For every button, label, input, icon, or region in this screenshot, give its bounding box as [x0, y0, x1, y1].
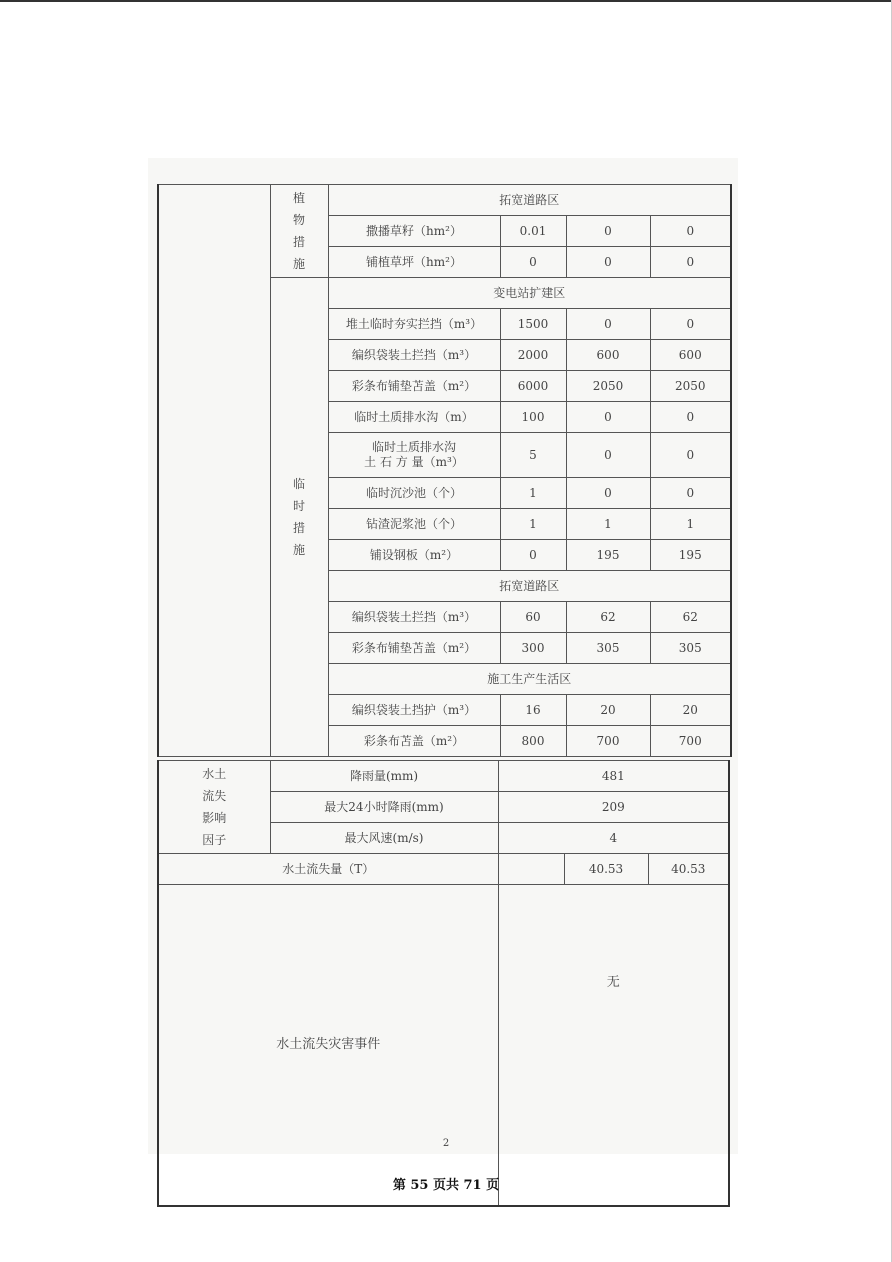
value-cell: 0	[650, 309, 731, 340]
item-label: 撒播草籽（hm²）	[328, 216, 500, 247]
item-label: 铺设钢板（m²）	[328, 540, 500, 571]
item-label: 堆土临时夯实拦挡（m³）	[328, 309, 500, 340]
page-number: 2	[442, 1138, 450, 1149]
value-cell: 0	[650, 216, 731, 247]
value-cell: 305	[650, 633, 731, 664]
value-cell: 2050	[566, 371, 650, 402]
monitoring-table	[157, 184, 732, 757]
value-cell: 6000	[500, 371, 566, 402]
temp-group-label: 临时措施	[270, 278, 328, 757]
value-cell: 0	[500, 247, 566, 278]
value-cell: 0	[566, 247, 650, 278]
top-border-line	[0, 0, 892, 2]
temp-section-title: 拓宽道路区	[328, 571, 731, 602]
item-label: 临时土质排水沟（m）	[328, 402, 500, 433]
item-label: 彩条布铺垫苫盖（m²）	[328, 633, 500, 664]
item-label: 彩条布铺垫苫盖（m²）	[328, 371, 500, 402]
value-cell: 0	[566, 433, 650, 478]
value-cell	[498, 854, 564, 885]
page-footer: 第 55 页共 71 页	[392, 1178, 500, 1193]
value-cell: 100	[500, 402, 566, 433]
value-cell: 1	[500, 509, 566, 540]
value-cell: 481	[498, 761, 729, 792]
disaster-label: 水土流失灾害事件	[158, 885, 498, 1207]
value-cell: 20	[566, 695, 650, 726]
value-cell: 20	[650, 695, 731, 726]
value-cell: 1	[650, 509, 731, 540]
item-label: 编织袋装土挡护（m³）	[328, 695, 500, 726]
value-cell: 300	[500, 633, 566, 664]
value-cell: 0	[650, 478, 731, 509]
table-row	[158, 761, 729, 792]
item-label: 彩条布苫盖（m²）	[328, 726, 500, 757]
value-cell: 195	[566, 540, 650, 571]
veg-section-title: 拓宽道路区	[328, 185, 731, 216]
value-cell: 600	[566, 340, 650, 371]
factors-label: 水土流失影响因子	[158, 761, 270, 854]
value-cell: 1500	[500, 309, 566, 340]
value-cell: 1	[500, 478, 566, 509]
item-label: 降雨量(mm)	[270, 761, 498, 792]
value-cell: 800	[500, 726, 566, 757]
value-cell: 0	[650, 433, 731, 478]
item-label: 钻渣泥浆池（个）	[328, 509, 500, 540]
loss-label: 水土流失量（T）	[158, 854, 498, 885]
value-cell: 700	[650, 726, 731, 757]
blank-category-cell	[158, 185, 270, 757]
item-label: 临时沉沙池（个）	[328, 478, 500, 509]
value-cell: 0	[566, 216, 650, 247]
value-cell: 4	[498, 823, 729, 854]
item-label-line: 土 石 方 量（m³）	[364, 455, 464, 469]
value-cell: 0.01	[500, 216, 566, 247]
item-label-line: 临时土质排水沟	[371, 440, 456, 454]
value-cell: 600	[650, 340, 731, 371]
value-cell: 2050	[650, 371, 731, 402]
value-cell: 16	[500, 695, 566, 726]
item-label: 编织袋装土拦挡（m³）	[328, 340, 500, 371]
value-cell: 40.53	[564, 854, 648, 885]
table-row	[158, 885, 729, 1207]
value-cell: 209	[498, 792, 729, 823]
value-cell: 0	[650, 402, 731, 433]
disaster-value: 无	[498, 885, 729, 1207]
item-label	[328, 433, 500, 478]
value-cell: 1	[566, 509, 650, 540]
value-cell: 0	[566, 478, 650, 509]
value-cell: 195	[650, 540, 731, 571]
value-cell: 62	[650, 602, 731, 633]
value-cell: 0	[500, 540, 566, 571]
veg-section-row	[158, 185, 731, 216]
value-cell: 0	[566, 309, 650, 340]
item-label: 最大风速(m/s)	[270, 823, 498, 854]
veg-group-label: 植物措施	[270, 185, 328, 278]
value-cell: 40.53	[648, 854, 729, 885]
value-cell: 2000	[500, 340, 566, 371]
value-cell: 0	[650, 247, 731, 278]
temp-section-title: 施工生产生活区	[328, 664, 731, 695]
item-label: 编织袋装土拦挡（m³）	[328, 602, 500, 633]
value-cell: 305	[566, 633, 650, 664]
value-cell: 62	[566, 602, 650, 633]
value-cell: 0	[566, 402, 650, 433]
table-row	[158, 854, 729, 885]
value-cell: 700	[566, 726, 650, 757]
temp-section-title: 变电站扩建区	[328, 278, 731, 309]
value-cell: 60	[500, 602, 566, 633]
value-cell: 5	[500, 433, 566, 478]
item-label: 铺植草坪（hm²）	[328, 247, 500, 278]
item-label: 最大24小时降雨(mm)	[270, 792, 498, 823]
